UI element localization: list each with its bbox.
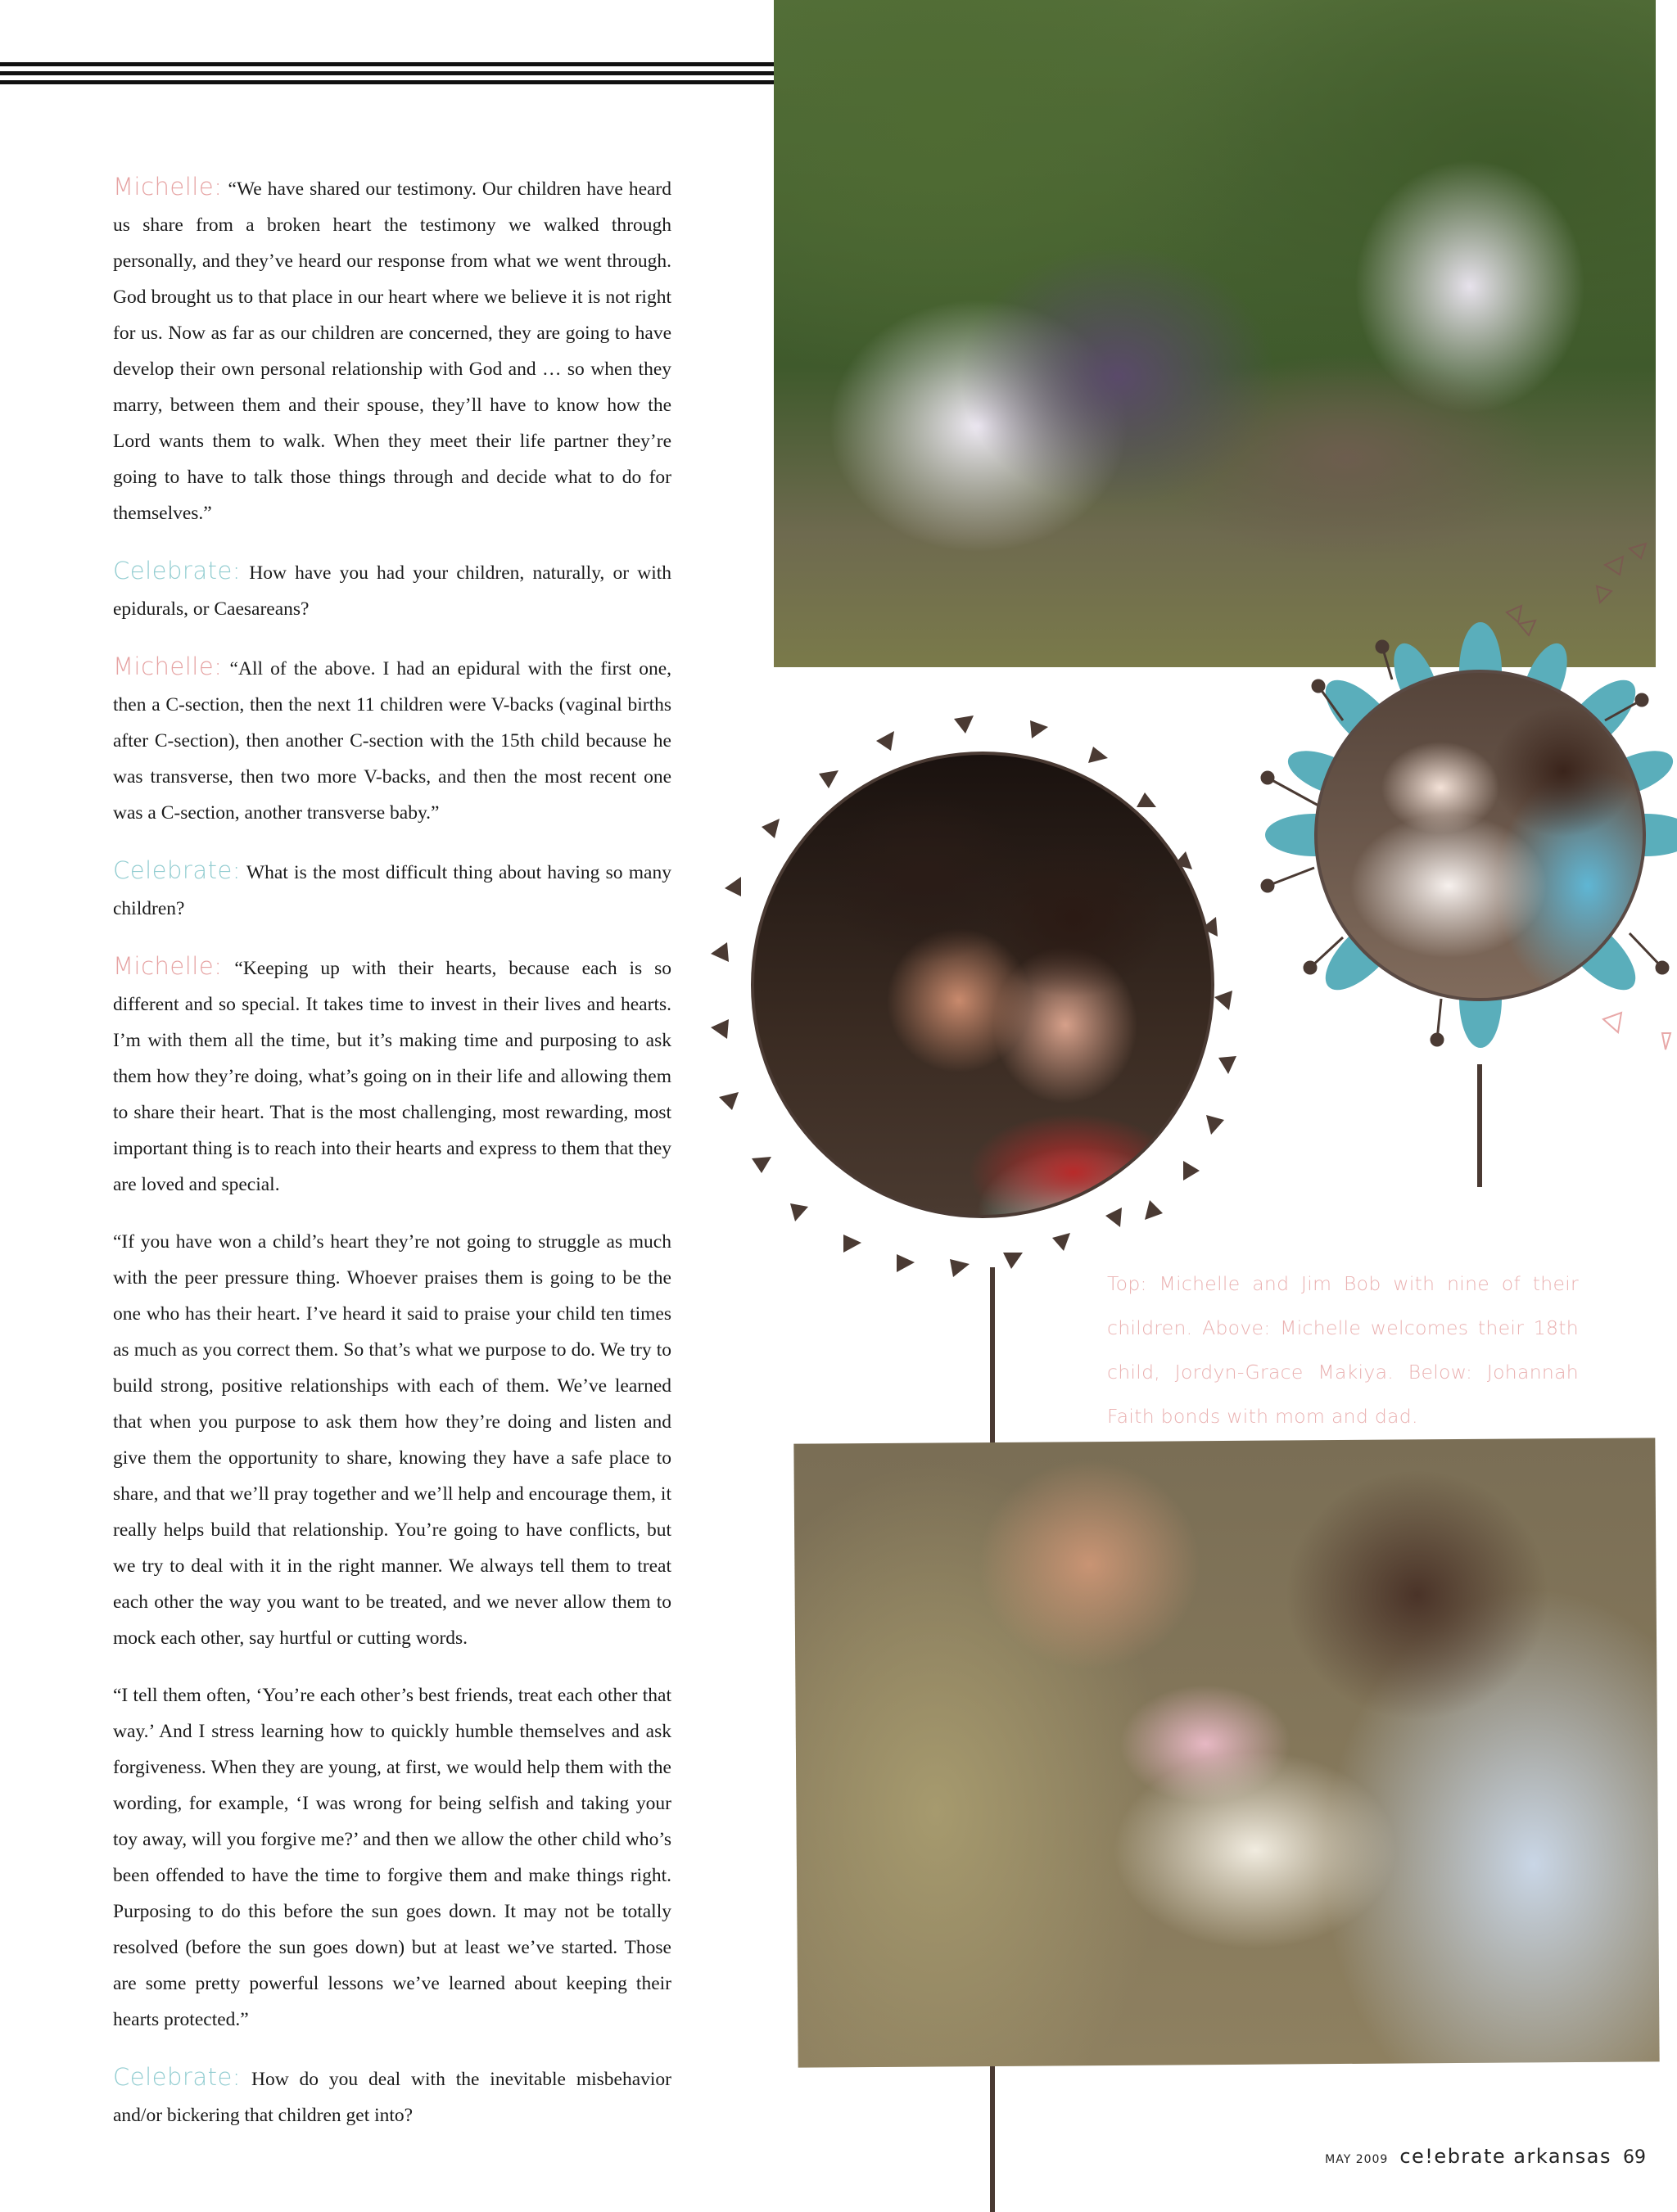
newborn-photo <box>1314 670 1646 1001</box>
paragraph-text: “All of the above. I had an epidural with the first one, then a C-section, then the next 11 children were V-backs (vaginal births after C-section), then another C-section with the 15th child because he was transverse, then two more V-backs, and then the most recent one was a C-section, another transverse baby.” <box>113 658 672 824</box>
speaker-label: Michelle: <box>113 652 223 680</box>
header-rules <box>0 62 778 89</box>
paragraph-text: “Keeping up with their hearts, because each is so different and so special. It takes time to invest in their lives and hearts. I’m with them all the time, but it’s making time and purposing to ask them how they’re doing, what’s going on in their life and allowing them to share their heart. That is the most challenging, most rewarding, most important thing is to reach into their hearts and express to them that they are loved and special. <box>113 958 671 1195</box>
paragraph-text: How have you had your children, naturally, or with epidurals, or Caesareans? <box>113 562 672 620</box>
paragraph-8 <box>113 2059 671 2133</box>
outline-shapes <box>1603 1013 1670 1050</box>
paragraph-2 <box>113 553 671 627</box>
paragraph-3 <box>113 648 671 831</box>
paragraph-1 <box>113 169 671 531</box>
flower-stem <box>1477 1064 1482 1187</box>
paragraph-7 <box>113 1677 671 2038</box>
speaker-label: Michelle: <box>113 173 223 201</box>
paragraph-text: “We have shared our testimony. Our children have heard us share from a broken heart the testimony we walked through personally, and they’ve heard our response from what we went through. God brought us to that place in our heart where we believe it is not right for us. Now as far as our children are concerned, they are going to have develop their own personal relationship with God and … so when they marry, between them and their spouse, they’ll have to know how the Lord wants them to walk. When they meet their life partner they’re going to have to talk those things through and decide what to do for themselves.” <box>113 178 672 524</box>
paragraph-4 <box>113 852 671 927</box>
page-number: 69 <box>1623 2147 1646 2168</box>
paragraph-text: “I tell them often, ‘You’re each other’s best friends, treat each other that way.’ And I stress learning how to quickly humble themselves and ask forgiveness. When they are young, at first, we would help them with the wording, for example, ‘I was wrong for being selfish and taking your toy away, will you forgive me?’ and then we allow the other child who’s been offended to have the time to forgive them and make things right. Purposing to do this before the sun goes down. It may not be totally resolved (before the sun goes down) but at least we’ve started. Those are some pretty powerful lessons we’ve learned about keeping their hearts protected.” <box>113 1685 671 2030</box>
article-body <box>113 169 671 2155</box>
issue-date: MAY 2009 <box>1325 2153 1389 2166</box>
speaker-label: Celebrate: <box>113 856 242 884</box>
speaker-label: Celebrate: <box>113 2063 242 2091</box>
paragraph-6 <box>113 1224 671 1656</box>
paragraph-text: What is the most difficult thing about having so many children? <box>113 862 671 919</box>
photo-caption: Top: Michelle and Jim Bob with nine of their children. Above: Michelle welcomes their 18th child, Jordyn-Grace Makiya. Below: Johannah Faith bonds with mom and dad. <box>1107 1272 1579 1428</box>
speaker-label: Celebrate: <box>113 557 242 585</box>
page-footer <box>1325 2145 1646 2168</box>
speaker-label: Michelle: <box>113 952 223 980</box>
paragraph-text: “If you have won a child’s heart they’re not going to struggle as much with the peer pressure thing. Whoever praises them is going to be the one who has their heart. I’ve heard it said to praise your child ten times as much as you correct them. So that’s what we purpose to do. We try to build strong, positive relationships with each of them. We’ve learned that when you purpose to ask them how they’re doing and listen and give them the opportunity to share, knowing they have a safe place to share, and that we’ll pray together and we’ll help and encourage them, it really helps build that relationship. You’re going to have conflicts, but we try to deal with it in the right manner. We always tell them to treat each other the way you want to be treated, and we never allow them to mock each other, say hurtful or cutting words. <box>113 1231 671 1649</box>
kiss-photo <box>751 752 1214 1218</box>
paragraph-5 <box>113 948 671 1203</box>
magazine-name: ce!ebrate arkansas <box>1399 2145 1611 2168</box>
family-photo <box>774 0 1656 667</box>
paragraph-text: How do you deal with the inevitable misbehavior and/or bickering that children get into? <box>113 2069 672 2126</box>
hospital-photo <box>793 1438 1659 2067</box>
